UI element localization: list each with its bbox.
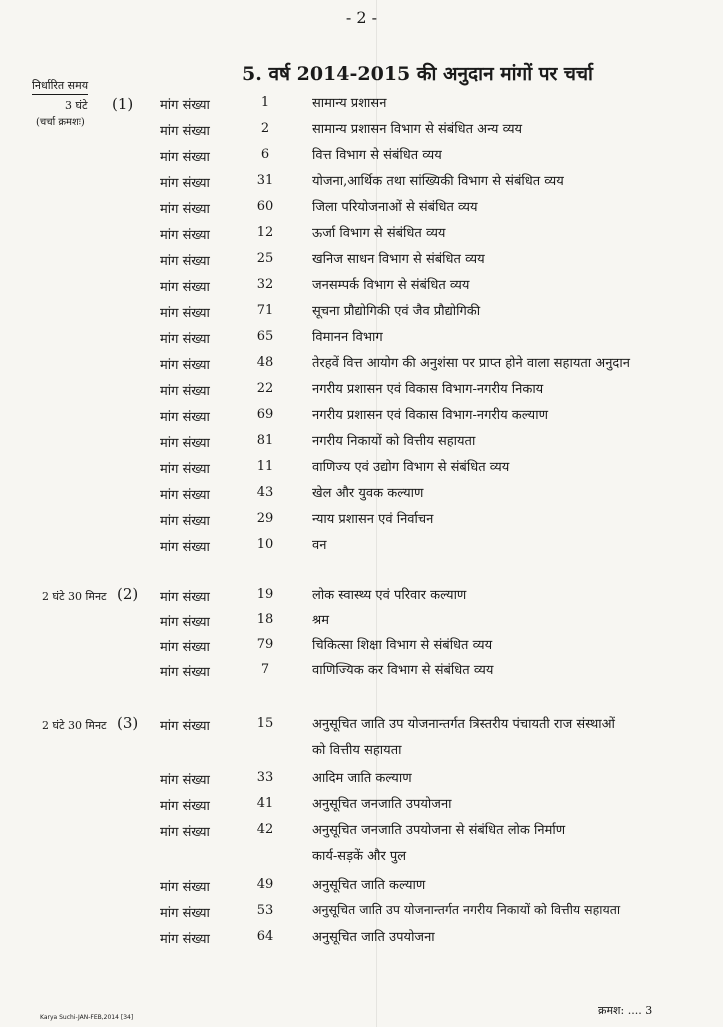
demand-number: 64 — [256, 929, 274, 944]
demand-description: अनुसूचित जाति कल्याण — [312, 878, 426, 893]
demand-description: चिकित्सा शिक्षा विभाग से संबंधित व्यय — [312, 638, 493, 653]
demand-number: 10 — [256, 537, 274, 552]
demand-description: विमानन विभाग — [312, 330, 383, 345]
demand-label: मांग संख्या — [160, 640, 210, 655]
demand-number: 48 — [256, 355, 274, 370]
demand-description: जनसम्पर्क विभाग से संबंधित व्यय — [312, 278, 470, 293]
demand-description: सूचना प्रौद्योगिकी एवं जैव प्रौद्योगिकी — [312, 304, 481, 319]
demand-label: मांग संख्या — [160, 906, 210, 921]
demand-number: 32 — [256, 277, 274, 292]
demand-number: 31 — [256, 173, 274, 188]
demand-label: मांग संख्या — [160, 332, 210, 347]
demand-label: मांग संख्या — [160, 254, 210, 269]
demand-label: मांग संख्या — [160, 462, 210, 477]
demand-description: वित्त विभाग से संबंधित व्यय — [312, 148, 442, 163]
footer-document-ref: Karya Suchi-JAN-FEB,2014 [34] — [40, 1014, 134, 1021]
demand-label: मांग संख्या — [160, 514, 210, 529]
demand-label: मांग संख्या — [160, 880, 210, 895]
demand-label: मांग संख्या — [160, 384, 210, 399]
demand-number: 15 — [256, 716, 274, 731]
demand-description: वाणिज्य एवं उद्योग विभाग से संबंधित व्यय — [312, 460, 510, 475]
demand-number: 60 — [256, 199, 274, 214]
demand-label: मांग संख्या — [160, 540, 210, 555]
demand-description: जिला परियोजनाओं से संबंधित व्यय — [312, 200, 478, 215]
demand-number: 79 — [256, 637, 274, 652]
demand-description: वन — [312, 538, 327, 553]
demand-number: 69 — [256, 407, 274, 422]
demand-label: मांग संख्या — [160, 98, 210, 113]
demand-label: मांग संख्या — [160, 825, 210, 840]
demand-label: मांग संख्या — [160, 228, 210, 243]
allocated-time-label: निर्धारित समय — [32, 78, 88, 95]
demand-description: तेरहवें वित्त आयोग की अनुशंसा पर प्राप्त होने वाला सहायता अनुदान — [312, 356, 630, 371]
group-time: 2 घंटे 30 मिनट — [42, 590, 107, 603]
section-title: 5. वर्ष 2014-2015 की अनुदान मांगों पर चर्चा — [242, 63, 593, 85]
demand-label: मांग संख्या — [160, 488, 210, 503]
demand-label: मांग संख्या — [160, 615, 210, 630]
demand-label: मांग संख्या — [160, 176, 210, 191]
demand-number: 22 — [256, 381, 274, 396]
demand-number: 19 — [256, 587, 274, 602]
demand-label: मांग संख्या — [160, 719, 210, 734]
demand-label: मांग संख्या — [160, 590, 210, 605]
demand-description: न्याय प्रशासन एवं निर्वाचन — [312, 512, 434, 527]
demand-number: 2 — [260, 121, 270, 136]
demand-number: 53 — [256, 903, 274, 918]
group-subnote: (चर्चा क्रमशः) — [36, 117, 85, 128]
demand-label: मांग संख्या — [160, 410, 210, 425]
demand-label: मांग संख्या — [160, 280, 210, 295]
demand-label: मांग संख्या — [160, 799, 210, 814]
demand-number: 1 — [260, 95, 270, 110]
demand-label: मांग संख्या — [160, 436, 210, 451]
demand-description: ऊर्जा विभाग से संबंधित व्यय — [312, 226, 446, 241]
demand-number: 42 — [256, 822, 274, 837]
demand-label: मांग संख्या — [160, 306, 210, 321]
page-number: - 2 - — [345, 8, 378, 27]
group-number: (1) — [112, 95, 134, 113]
group-time: 3 घंटे — [65, 99, 88, 112]
demand-description: सामान्य प्रशासन विभाग से संबंधित अन्य व्यय — [312, 122, 523, 137]
demand-description: खेल और युवक कल्याण — [312, 486, 424, 501]
demand-number: 71 — [256, 303, 274, 318]
demand-label: मांग संख्या — [160, 665, 210, 680]
demand-number: 12 — [256, 225, 274, 240]
demand-number: 6 — [260, 147, 270, 162]
demand-label: मांग संख्या — [160, 932, 210, 947]
demand-number: 29 — [256, 511, 274, 526]
demand-description: खनिज साधन विभाग से संबंधित व्यय — [312, 252, 485, 267]
demand-number: 11 — [256, 459, 274, 474]
demand-description: अनुसूचित जाति उप योजनान्तर्गत त्रिस्तरीय पंचायती राज संस्थाओं — [312, 717, 615, 732]
demand-description: सामान्य प्रशासन — [312, 96, 387, 111]
demand-description: योजना,आर्थिक तथा सांख्यिकी विभाग से संबंधित व्यय — [312, 174, 564, 189]
demand-number: 43 — [256, 485, 274, 500]
demand-number: 25 — [256, 251, 274, 266]
demand-label: मांग संख्या — [160, 202, 210, 217]
demand-description-continuation: को वित्तीय सहायता — [312, 743, 402, 758]
demand-number: 33 — [256, 770, 274, 785]
demand-number: 65 — [256, 329, 274, 344]
demand-description: श्रम — [312, 613, 329, 628]
footer-continued: क्रमश: .... 3 — [598, 1004, 653, 1017]
demand-description: वाणिज्यिक कर विभाग से संबंधित व्यय — [312, 663, 494, 678]
demand-description: नगरीय निकायों को वित्तीय सहायता — [312, 434, 476, 449]
demand-number: 41 — [256, 796, 274, 811]
group-time: 2 घंटे 30 मिनट — [42, 719, 107, 732]
demand-label: मांग संख्या — [160, 124, 210, 139]
demand-description: नगरीय प्रशासन एवं विकास विभाग-नगरीय कल्याण — [312, 408, 548, 423]
demand-number: 7 — [260, 662, 270, 677]
demand-description: अनुसूचित जनजाति उपयोजना से संबंधित लोक निर्माण — [312, 823, 566, 838]
demand-label: मांग संख्या — [160, 150, 210, 165]
demand-number: 18 — [256, 612, 274, 627]
demand-description: लोक स्वास्थ्य एवं परिवार कल्याण — [312, 588, 467, 603]
group-number: (3) — [117, 714, 139, 732]
demand-description: अनुसूचित जनजाति उपयोजना — [312, 797, 452, 812]
demand-description: आदिम जाति कल्याण — [312, 771, 412, 786]
demand-description-continuation: कार्य-सड़कें और पुल — [312, 849, 407, 864]
group-number: (2) — [117, 585, 139, 603]
demand-label: मांग संख्या — [160, 773, 210, 788]
demand-number: 81 — [256, 433, 274, 448]
demand-number: 49 — [256, 877, 274, 892]
demand-description: अनुसूचित जाति उप योजनान्तर्गत नगरीय निकायों को वित्तीय सहायता — [312, 902, 621, 917]
demand-label: मांग संख्या — [160, 358, 210, 373]
demand-description: अनुसूचित जाति उपयोजना — [312, 930, 435, 945]
demand-description: नगरीय प्रशासन एवं विकास विभाग-नगरीय निकाय — [312, 382, 544, 397]
